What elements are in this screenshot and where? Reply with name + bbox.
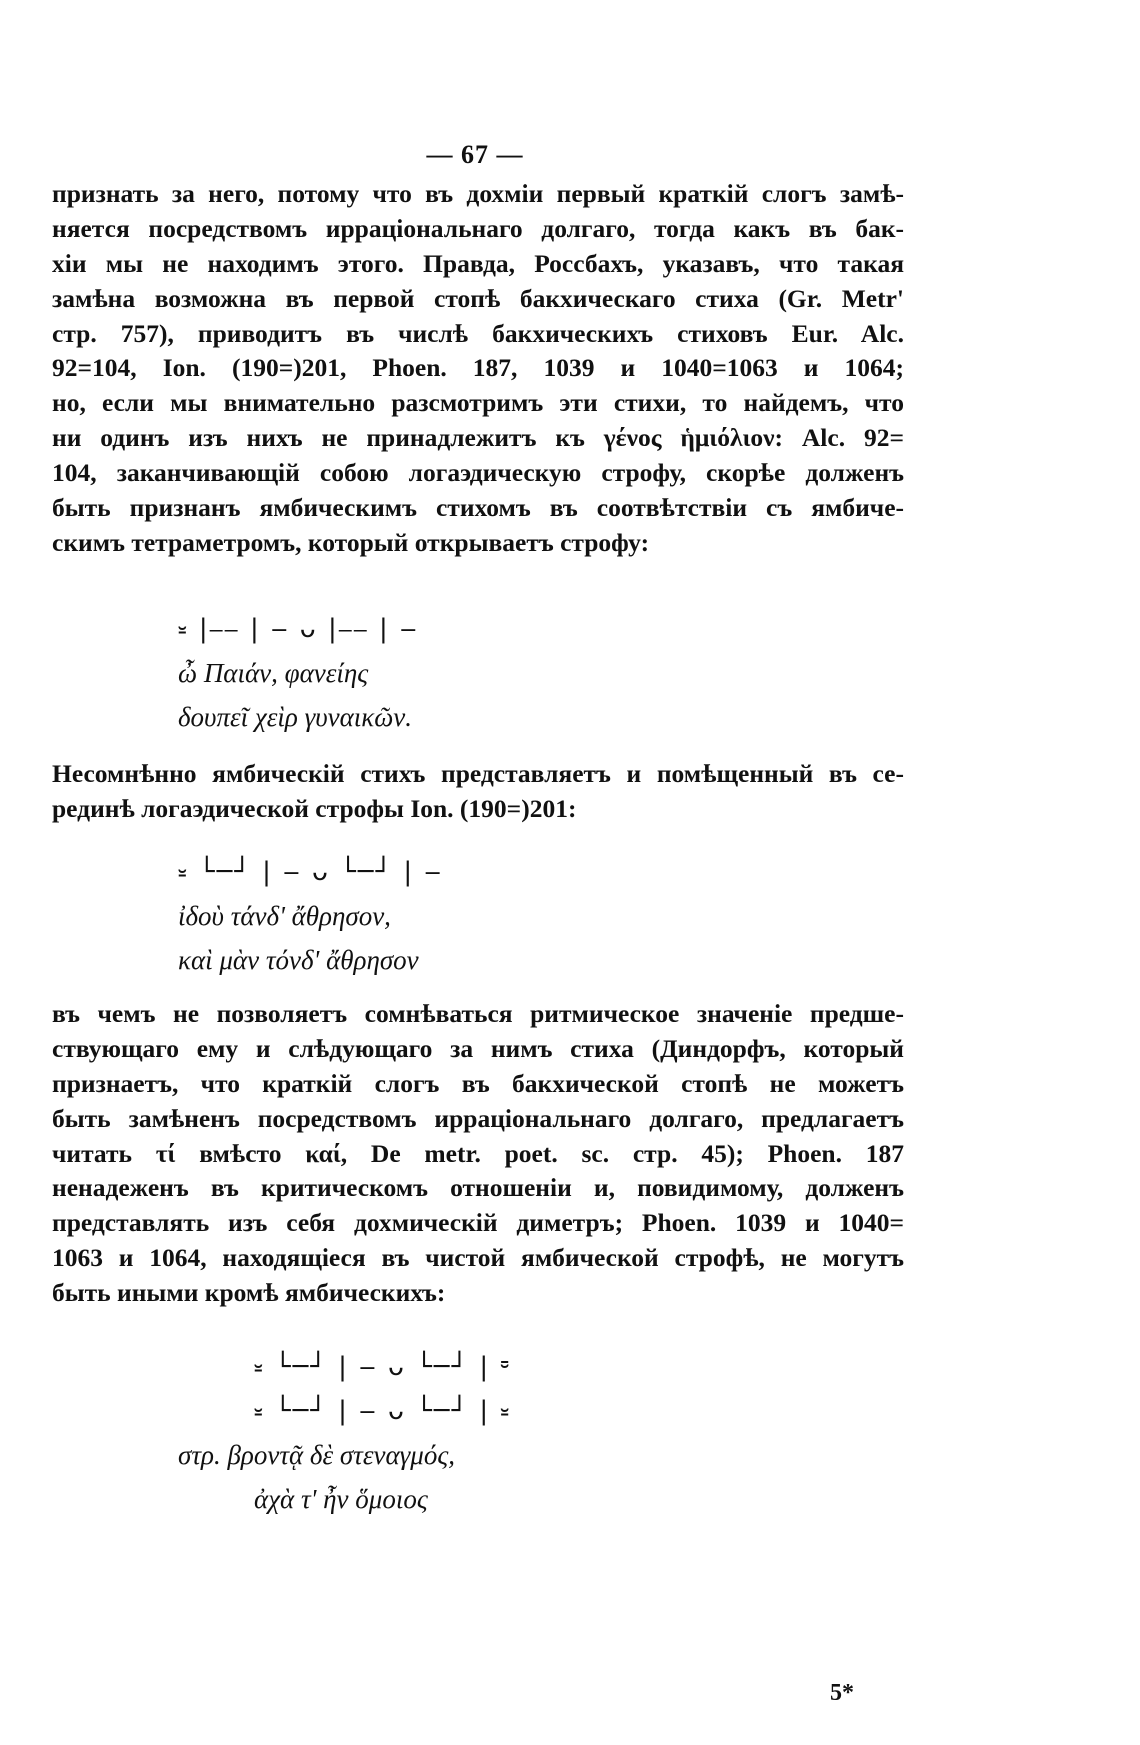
text-line: ни одинъ изъ нихъ не принадлежитъ къ γένος ἡμιόλιον: Alc. 92=: [52, 423, 904, 453]
paragraph-3: [52, 997, 904, 1311]
text-line: ствующаго ему и слѣдующаго за нимъ стиха (Диндорфъ, который: [52, 1033, 904, 1063]
verse-line: ἰδοὺ τάνδ' ἄθρησον,: [178, 901, 391, 931]
text-line: замѣна возможна въ первой стопѣ бакхическаго стиха (Gr. Metr': [52, 283, 904, 313]
page-number: — 67 —: [426, 140, 524, 169]
verse-line: καὶ μὰν τόνδ' ἄθρησον: [178, 945, 419, 975]
text-line: признать за него, потому что въ дохміи первый краткій слогъ замѣ-: [52, 179, 904, 208]
text-line: няется посредствомъ ирраціональнаго долгаго, тогда какъ въ бак-: [52, 213, 904, 243]
text-line: въ чемъ не позволяетъ сомнѣваться ритмическое значеніе предше-: [52, 999, 904, 1028]
text-line: стр. 757), приводитъ въ числѣ бакхическихъ стиховъ Eur. Alc.: [52, 318, 904, 348]
verse-line: δουπεῖ χεὶρ γυναικῶν.: [178, 702, 413, 732]
verse-quote-1: [178, 607, 419, 739]
signature-mark: 5*: [830, 1680, 854, 1706]
metrical-scheme: ⏓ |⎯⎯ | ‒ ᴗ |⎯⎯ | ‒: [178, 614, 419, 644]
text-line: ненадеженъ въ критическомъ отношеніи и, повидимому, долженъ: [52, 1173, 904, 1203]
paragraph-2: [52, 757, 904, 827]
verse-line: ὦ Παιάν, φανείης: [178, 658, 369, 688]
text-line: 92=104, Ion. (190=)201, Phoen. 187, 1039 и 1040=1063 и 1064;: [52, 353, 904, 383]
text-line: 104, заканчивающій собою логаэдическую строфу, скорѣе долженъ: [52, 458, 904, 488]
text-line: но, если мы внимательно разсмотримъ эти стихи, то найдемъ, что: [52, 388, 904, 418]
metrical-scheme: ⏓ └─┘ | ‒ ᴗ └─┘ | ⏓: [254, 1396, 512, 1426]
text-line: признаетъ, что краткій слогъ въ бакхической стопѣ не можетъ: [52, 1068, 904, 1098]
metrical-scheme: ⏓ └─┘ | ‒ ᴗ └─┘ | ⏒: [254, 1352, 512, 1382]
text-line: представлять изъ себя дохмическій диметръ; Phoen. 1039 и 1040=: [52, 1208, 904, 1238]
text-line: рединѣ логаэдической строфы Ion. (190=)201:: [52, 793, 577, 823]
text-line: хіи мы не находимъ этого. Правда, Россбахъ, указавъ, что такая: [52, 248, 904, 278]
verse-quote-2: [178, 850, 443, 982]
verse-line: ἀχὰ τ' ἦν ὅμοιος: [254, 1484, 428, 1514]
verse-quote-3: [178, 1345, 511, 1521]
text-line: 1063 и 1064, находящіеся въ чистой ямбической строфѣ, не могутъ: [52, 1243, 904, 1273]
text-line: скимъ тетраметромъ, который открываетъ строфу:: [52, 527, 650, 557]
paragraph-1: [52, 177, 904, 561]
text-line: Несомнѣнно ямбическій стихъ представляетъ и помѣщенный въ се-: [52, 759, 904, 788]
verse-line: στρ. βροντᾷ δὲ στεναγμός,: [178, 1440, 456, 1470]
metrical-scheme: ⏓ └─┘ | ‒ ᴗ └─┘ | ‒: [178, 857, 443, 887]
text-line: читать τί вмѣсто καί, De metr. poet. sc. стр. 45); Phoen. 187: [52, 1138, 904, 1168]
text-line: быть признанъ ямбическимъ стихомъ въ соотвѣтствіи съ ямбиче-: [52, 493, 904, 523]
text-line: быть иными кромѣ ямбическихъ:: [52, 1278, 446, 1308]
text-line: быть замѣненъ посредствомъ ирраціональнаго долгаго, предлагаетъ: [52, 1103, 904, 1133]
